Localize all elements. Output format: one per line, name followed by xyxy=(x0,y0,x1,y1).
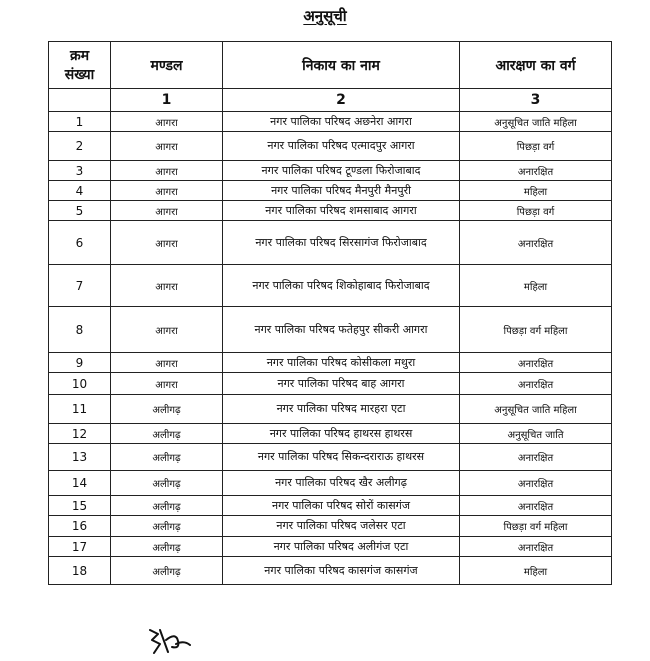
reservation-category-cell: पिछड़ा वर्ग xyxy=(460,201,612,221)
mandal-cell: अलीगढ़ xyxy=(111,471,223,496)
table-row xyxy=(49,307,612,353)
table-row xyxy=(49,496,612,516)
reservation-category-cell: पिछड़ा वर्ग xyxy=(460,132,612,161)
nikay-name-cell: नगर पालिका परिषद सोरों कासगंज xyxy=(223,496,460,516)
header-serial: क्रम संख्या xyxy=(49,42,111,89)
mandal-cell: आगरा xyxy=(111,265,223,307)
mandal-cell: आगरा xyxy=(111,161,223,181)
page-title xyxy=(0,6,650,26)
nikay-name-cell: नगर पालिका परिषद अलीगंज एटा xyxy=(223,537,460,557)
reservation-category-cell: अनारक्षित xyxy=(460,161,612,181)
nikay-name-cell: नगर पालिका परिषद कोसीकला मथुरा xyxy=(223,353,460,373)
serial-number-cell: 4 xyxy=(49,181,111,201)
header-row xyxy=(49,42,612,89)
table-row xyxy=(49,424,612,444)
serial-number-cell: 10 xyxy=(49,373,111,395)
reservation-category-cell: अनारक्षित xyxy=(460,471,612,496)
header-col-2: 2 xyxy=(223,89,460,112)
nikay-name-cell: नगर पालिका परिषद कासगंज कासगंज xyxy=(223,557,460,585)
serial-number-cell: 16 xyxy=(49,516,111,537)
table-row xyxy=(49,516,612,537)
header-mandal: मण्डल xyxy=(111,42,223,89)
mandal-cell: आगरा xyxy=(111,307,223,353)
mandal-cell: आगरा xyxy=(111,132,223,161)
nikay-name-cell: नगर पालिका परिषद शिकोहाबाद फिरोजाबाद xyxy=(223,265,460,307)
header-arakshan: आरक्षण का वर्ग xyxy=(460,42,612,89)
table-row xyxy=(49,112,612,132)
reservation-category-cell: पिछड़ा वर्ग महिला xyxy=(460,516,612,537)
header-nikay: निकाय का नाम xyxy=(223,42,460,89)
reservation-category-cell: अनुसूचित जाति xyxy=(460,424,612,444)
table-row xyxy=(49,265,612,307)
nikay-name-cell: नगर पालिका परिषद बाह आगरा xyxy=(223,373,460,395)
serial-number-cell: 3 xyxy=(49,161,111,181)
table-body xyxy=(49,112,612,585)
reservation-category-cell: महिला xyxy=(460,265,612,307)
serial-number-cell: 8 xyxy=(49,307,111,353)
serial-number-cell: 7 xyxy=(49,265,111,307)
table-row xyxy=(49,557,612,585)
mandal-cell: अलीगढ़ xyxy=(111,557,223,585)
table-row xyxy=(49,181,612,201)
mandal-cell: अलीगढ़ xyxy=(111,444,223,471)
nikay-name-cell: नगर पालिका परिषद जलेसर एटा xyxy=(223,516,460,537)
table-row xyxy=(49,395,612,424)
mandal-cell: आगरा xyxy=(111,112,223,132)
reservation-category-cell: महिला xyxy=(460,557,612,585)
serial-number-cell: 14 xyxy=(49,471,111,496)
reservation-category-cell: महिला xyxy=(460,181,612,201)
reservation-category-cell: अनुसूचित जाति महिला xyxy=(460,112,612,132)
table-row xyxy=(49,444,612,471)
header-col-blank xyxy=(49,89,111,112)
serial-number-cell: 9 xyxy=(49,353,111,373)
table-row xyxy=(49,132,612,161)
serial-number-cell: 11 xyxy=(49,395,111,424)
table-row xyxy=(49,221,612,265)
nikay-name-cell: नगर पालिका परिषद सिरसागंज फिरोजाबाद xyxy=(223,221,460,265)
reservation-category-cell: अनारक्षित xyxy=(460,373,612,395)
signature-mark xyxy=(146,626,198,658)
reservation-category-cell: अनारक्षित xyxy=(460,353,612,373)
table-row xyxy=(49,373,612,395)
reservation-category-cell: अनारक्षित xyxy=(460,221,612,265)
nikay-name-cell: नगर पालिका परिषद मारहरा एटा xyxy=(223,395,460,424)
mandal-cell: अलीगढ़ xyxy=(111,395,223,424)
nikay-name-cell: नगर पालिका परिषद शमसाबाद आगरा xyxy=(223,201,460,221)
mandal-cell: अलीगढ़ xyxy=(111,537,223,557)
table-row xyxy=(49,353,612,373)
nikay-name-cell: नगर पालिका परिषद एत्मादपुर आगरा xyxy=(223,132,460,161)
table-row xyxy=(49,471,612,496)
nikay-name-cell: नगर पालिका परिषद हाथरस हाथरस xyxy=(223,424,460,444)
header-col-1: 1 xyxy=(111,89,223,112)
serial-number-cell: 2 xyxy=(49,132,111,161)
table-row xyxy=(49,161,612,181)
serial-number-cell: 15 xyxy=(49,496,111,516)
reservation-category-cell: अनारक्षित xyxy=(460,444,612,471)
mandal-cell: आगरा xyxy=(111,201,223,221)
reservation-category-cell: अनारक्षित xyxy=(460,496,612,516)
serial-number-cell: 1 xyxy=(49,112,111,132)
nikay-name-cell: नगर पालिका परिषद फतेहपुर सीकरी आगरा xyxy=(223,307,460,353)
reservation-category-cell: अनारक्षित xyxy=(460,537,612,557)
serial-number-cell: 13 xyxy=(49,444,111,471)
header-number-row xyxy=(49,89,612,112)
reservation-category-cell: अनुसूचित जाति महिला xyxy=(460,395,612,424)
nikay-name-cell: नगर पालिका परिषद खैर अलीगढ़ xyxy=(223,471,460,496)
table-row xyxy=(49,201,612,221)
nikay-name-cell: नगर पालिका परिषद अछनेरा आगरा xyxy=(223,112,460,132)
table-header xyxy=(49,42,612,112)
mandal-cell: अलीगढ़ xyxy=(111,516,223,537)
page-title-text: अनुसूची xyxy=(303,7,347,25)
serial-number-cell: 12 xyxy=(49,424,111,444)
serial-number-cell: 17 xyxy=(49,537,111,557)
serial-number-cell: 18 xyxy=(49,557,111,585)
mandal-cell: आगरा xyxy=(111,181,223,201)
serial-number-cell: 6 xyxy=(49,221,111,265)
serial-number-cell: 5 xyxy=(49,201,111,221)
table-row xyxy=(49,537,612,557)
schedule-table xyxy=(48,41,612,585)
mandal-cell: आगरा xyxy=(111,221,223,265)
nikay-name-cell: नगर पालिका परिषद सिकन्दराराऊ हाथरस xyxy=(223,444,460,471)
mandal-cell: आगरा xyxy=(111,373,223,395)
nikay-name-cell: नगर पालिका परिषद टूण्डला फिरोजाबाद xyxy=(223,161,460,181)
mandal-cell: आगरा xyxy=(111,353,223,373)
nikay-name-cell: नगर पालिका परिषद मैनपुरी मैनपुरी xyxy=(223,181,460,201)
mandal-cell: अलीगढ़ xyxy=(111,424,223,444)
header-col-3: 3 xyxy=(460,89,612,112)
mandal-cell: अलीगढ़ xyxy=(111,496,223,516)
reservation-category-cell: पिछड़ा वर्ग महिला xyxy=(460,307,612,353)
